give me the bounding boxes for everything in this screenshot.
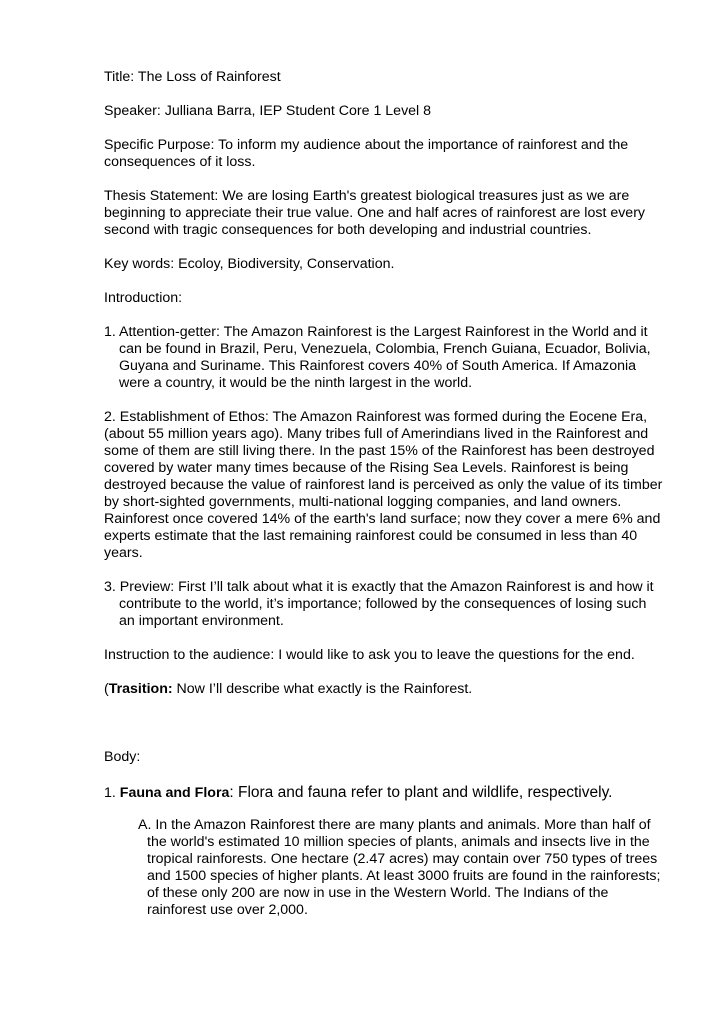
introduction-heading: Introduction: — [104, 290, 183, 306]
thesis-statement: Thesis Statement: We are losing Earth's greatest biological treasures just as we are beginning to appreciate their true value. One and half acres of rainforest are lost every second with tragic consequences for both developing and industrial countries. — [104, 188, 646, 238]
specific-purpose: Specific Purpose: To inform my audience about the importance of rainforest and the consequences of it loss. — [104, 137, 629, 170]
transition-label: Trasition: — [108, 681, 173, 697]
attention-getter: 1. Attention-getter: The Amazon Rainforest is the Largest Rainforest in the World and it can be found in Brazil, Peru, Venezuela, Colombia, French Guiana, Ecuador, Bolivia, Guyana and Suriname. This Rainforest covers 40% of South America. If Amazonia were a country, it would be the ninth largest in the world. — [104, 324, 651, 391]
title-line: Title: The Loss of Rainforest — [104, 69, 281, 85]
transition-line — [104, 681, 664, 698]
preview: 3. Preview: First I’ll talk about what it is exactly that the Amazon Rainforest is and how it contribute to the world, it’s importance; followed by the consequences of losing such an important environment. — [104, 579, 654, 629]
document-content — [104, 69, 664, 919]
body-heading: Body: — [104, 749, 141, 765]
transition-open-paren: ( — [104, 681, 109, 697]
body-point-1 — [104, 784, 664, 802]
key-words: Key words: Ecoloy, Biodiversity, Conservation. — [104, 256, 395, 272]
instruction-to-audience: Instruction to the audience: I would like to ask you to leave the questions for the end. — [104, 647, 635, 663]
body-point-1-text: : Flora and fauna refer to plant and wildlife, respectively. — [229, 784, 613, 801]
body-point-1-subpoint-a: A. In the Amazon Rainforest there are many plants and animals. More than half of the world's estimated 10 million species of plants, animals and insects live in the tropical rainforests. One hectare (2.47 acres) may contain over 750 types of trees and 1500 species of higher plants. At least 3000 fruits are found in the rainforests; of these only 200 are now in use in the Western World. The Indians of the rainforest use over 2,000. — [138, 817, 661, 918]
body-point-1-number: 1. — [104, 785, 120, 801]
body-point-1-title: Fauna and Flora — [119, 785, 230, 801]
speaker-line: Speaker: Julliana Barra, IEP Student Core 1 Level 8 — [104, 103, 432, 119]
establishment-of-ethos: 2. Establishment of Ethos: The Amazon Rainforest was formed during the Eocene Era, (about 55 million years ago). Many tribes full of Amerindians lived in the Rainforest and some of them are still living there. In the past 15% of the Rainforest has been destroyed covered by water many times because of the Rising Sea Levels. Rainforest is being destroyed because the value of rainforest land is perceived as only the value of its timber by short-sighted governments, multi-national logging companies, and land owners. Rainforest once covered 14% of the earth's land surface; now they cover a mere 6% and experts estimate that the last remaining rainforest could be consumed in less than 40 years. — [104, 409, 663, 561]
transition-text: Now I’ll describe what exactly is the Rainforest. — [172, 681, 473, 697]
